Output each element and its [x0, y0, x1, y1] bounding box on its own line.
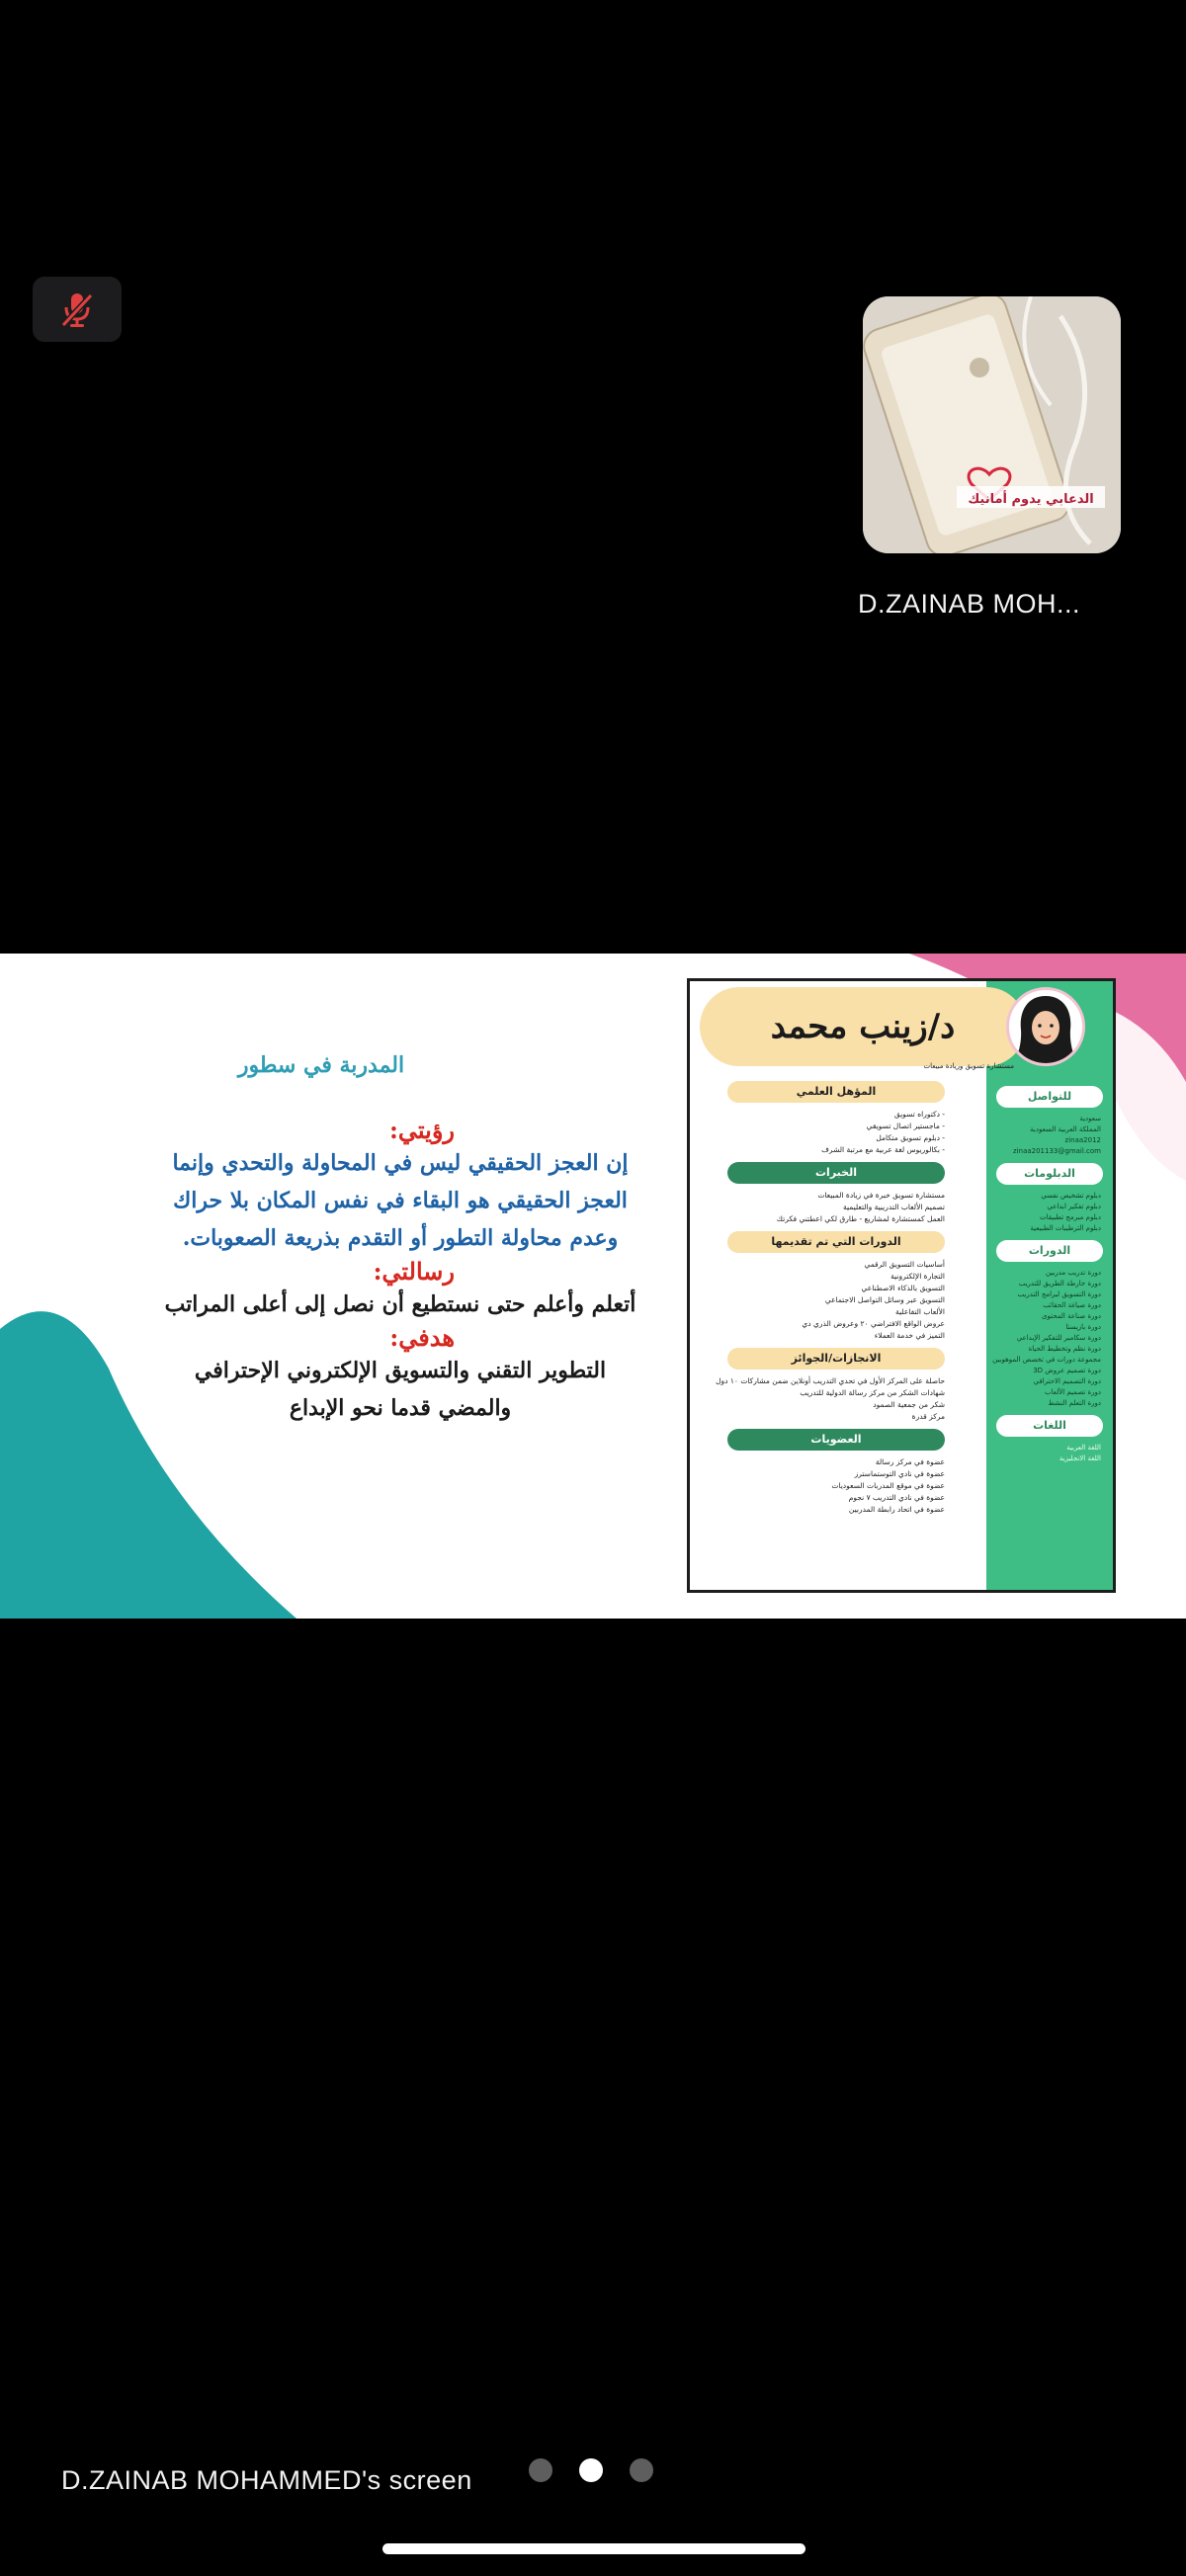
cv-side-item: دورة تدريب مدربين	[1045, 1269, 1101, 1277]
cv-side-item: zinaa201133@gmail.com	[1013, 1147, 1101, 1155]
goal-label: هدفي:	[389, 1323, 455, 1352]
mute-indicator	[33, 277, 122, 342]
vision-line: وعدم محاولة التطور أو التقدم بذريعة الصعوبات.	[182, 1225, 619, 1251]
mission-text: أتعلم وأعلم حتى نستطيع أن نصل إلى أعلى المراتب	[164, 1291, 636, 1317]
cv-name: د/زينب محمد	[770, 1007, 956, 1046]
cv-side-item: دورة صياغة الحقائب	[1043, 1301, 1101, 1309]
goal-line: والمضي قدما نحو الإبداع	[289, 1395, 512, 1421]
goal-line: التطوير التقني والتسويق الإلكتروني الإحترافي	[194, 1358, 607, 1383]
cv-name-band	[700, 987, 1026, 1066]
slide-title: المدربة في سطور	[237, 1052, 405, 1078]
cv-side-item: دورة تصميم الألعاب	[1044, 1388, 1101, 1396]
cv-side-item: مجموعة دورات في تخصص الموهوبين	[992, 1356, 1101, 1364]
cv-side-item: دبلوم مبرمج تطبيقات	[1040, 1213, 1101, 1221]
cv-section-courses-given: الدورات التي تم تقديمها	[727, 1231, 945, 1253]
page-indicator[interactable]	[529, 2458, 653, 2482]
cv-section-achievements: الانجازات/الجوائز	[727, 1348, 945, 1370]
cv-item: عضوة في اتحاد رابطة المدربين	[848, 1505, 945, 1514]
cv-side-item: اللغة الانجليزية	[1059, 1454, 1101, 1462]
cv-side-column	[992, 1080, 1107, 1464]
cv-item: مركز قدرة	[911, 1412, 945, 1421]
cv-item: مستشارة تسويق خبرة في زيادة المبيعات	[817, 1191, 945, 1200]
cv-item: التسويق بالذكاء الاصطناعي	[861, 1284, 945, 1292]
cv-item: عضوة في نادي التدريب ٧ نجوم	[848, 1493, 945, 1502]
cv-item: التجارة الإلكترونية	[890, 1272, 945, 1281]
hijab-avatar-icon	[1009, 990, 1082, 1063]
cv-item: حاصلة على المركز الأول في تحدي التدريب أونلاين ضمن مشاركات ١٠ دول	[716, 1376, 945, 1385]
participant-avatar	[863, 296, 1121, 553]
cv-side-item: المملكة العربية السعودية	[1030, 1125, 1101, 1133]
cv-side-item: دبلوم تشخيص نفسي	[1041, 1192, 1101, 1200]
cv-side-item: دورة سكامبر للتفكير الإبداعي	[1016, 1334, 1101, 1342]
mic-off-icon	[55, 288, 99, 331]
page-dot[interactable]	[630, 2458, 653, 2482]
cv-item: العمل كمستشارة لمشاريع - طارق لكي اعطتني فكرتك	[776, 1214, 945, 1223]
cv-side-item: دبلوم الترطيبات الطبيعية	[1030, 1224, 1101, 1232]
cv-side-contact: للتواصل	[996, 1086, 1103, 1108]
cv-side-item: دورة التسويق لبرامج التدريب	[1017, 1290, 1101, 1298]
cv-item: التسويق عبر وسائل التواصل الاجتماعي	[824, 1295, 945, 1304]
cv-side-diplomas: الدبلومات	[996, 1163, 1103, 1185]
cv-side-item: دورة بازيستا	[1065, 1323, 1101, 1331]
cv-side-item: دورة خارطة الطريق للتدريب	[1018, 1280, 1101, 1288]
shared-screen-label: D.ZAINAB MOHAMMED's screen	[61, 2465, 472, 2495]
cv-item: شهادات الشكر من مركز رسالة الدولية للتدريب	[800, 1388, 945, 1397]
shared-screen-view[interactable]	[0, 954, 1186, 1619]
cv-side-item: دورة صناعة المحتوى	[1042, 1312, 1101, 1320]
cv-section-memberships: العضويات	[727, 1429, 945, 1451]
cv-item: تصميم الألعاب التدريبية والتعليمية	[842, 1203, 945, 1211]
cv-section-qualification: المؤهل العلمي	[727, 1081, 945, 1103]
cv-section-experience: الخبرات	[727, 1162, 945, 1184]
cv-side-item: اللغة العربية	[1066, 1444, 1101, 1452]
page-dot[interactable]	[529, 2458, 552, 2482]
cv-image	[687, 978, 1116, 1593]
cv-side-item: دورة التصميم الاحترافي	[1033, 1377, 1101, 1385]
cv-item: - بكالوريوس لغة عربية مع مرتبة الشرف	[821, 1145, 945, 1154]
cv-side-item: دورة التعلم النشط	[1048, 1399, 1101, 1407]
cv-item: شكر من جمعية الصمود	[873, 1400, 945, 1409]
home-indicator[interactable]	[382, 2543, 805, 2554]
cv-item: عضوة في مركز رسالة	[875, 1457, 945, 1466]
cv-item: - دبلوم تسويق متكامل	[876, 1133, 945, 1142]
slide-text-block	[128, 1052, 672, 1427]
participant-name: D.ZAINAB MOH...	[858, 589, 1081, 619]
vision-line: العجز الحقيقي هو البقاء في نفس المكان بلا حراك	[173, 1188, 628, 1213]
cv-side-item: دورة نظم وتخطيط الحياة	[1028, 1345, 1101, 1353]
mission-label: رسالتي:	[373, 1257, 455, 1286]
cv-item: - ماجستير اتصال تسويقي	[866, 1122, 945, 1130]
avatar-caption: الدعابي يدوم أمانيك	[968, 492, 1094, 507]
cv-side-item: سعودية	[1079, 1115, 1101, 1122]
cv-item: عضوة في موقع المدربات السعوديات	[831, 1481, 945, 1490]
cv-side-item: دورة تصميم عروض 3D	[1033, 1367, 1101, 1374]
vision-label: رؤيتي:	[389, 1116, 455, 1144]
cv-item: عضوة في نادي التوستماسترز	[854, 1469, 945, 1478]
cv-item: أساسيات التسويق الرقمي	[864, 1260, 945, 1269]
participant-video-tile[interactable]	[863, 296, 1121, 553]
cv-item: عروض الواقع الافتراضي ٢٠ وعروض الذري دي	[802, 1319, 945, 1328]
cv-side-courses: الدورات	[996, 1240, 1103, 1262]
page-dot-active[interactable]	[579, 2458, 603, 2482]
cv-tagline: مستشارة تسويق وريادة مبيعات	[923, 1062, 1014, 1070]
cv-item: التميز في خدمة العملاء	[874, 1331, 945, 1340]
cv-side-item: zinaa2012	[1064, 1136, 1101, 1144]
cv-side-languages: اللغات	[996, 1415, 1103, 1437]
cv-photo	[1006, 987, 1085, 1066]
cv-main-column	[698, 1075, 974, 1516]
cv-item: الألعاب التفاعلية	[895, 1307, 945, 1316]
cv-item: - دكتوراه تسويق	[893, 1110, 945, 1119]
vision-line: إن العجز الحقيقي ليس في المحاولة والتحدي وإنما	[172, 1150, 629, 1176]
cv-side-item: دبلوم تفكير ابداعي	[1047, 1203, 1101, 1210]
